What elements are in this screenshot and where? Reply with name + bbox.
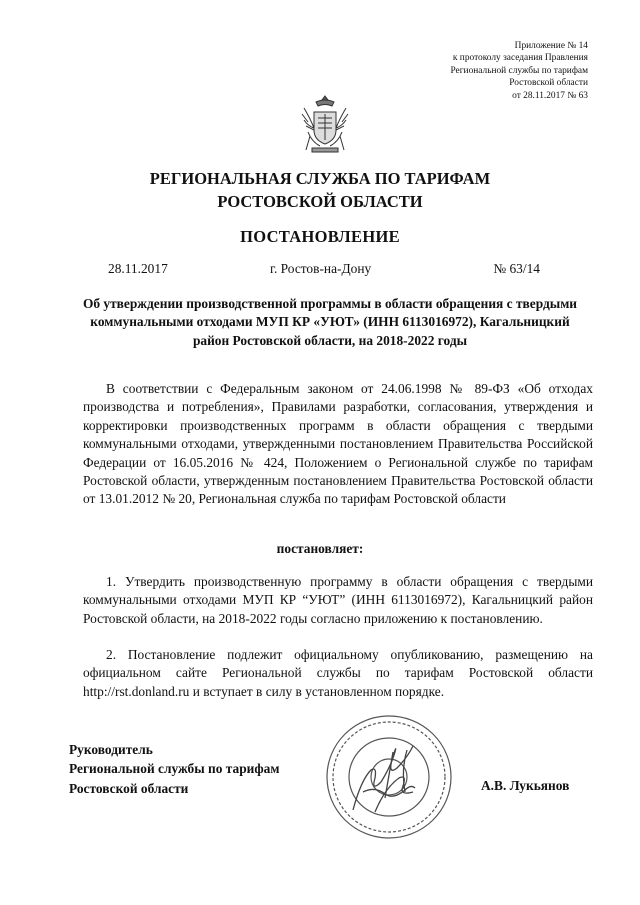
document-type: ПОСТАНОВЛЕНИЕ	[240, 227, 400, 246]
resolution-item-text: 2. Постановление подлежит официальному опубликованию, размещению на официальном сайте Региональной службы по тарифам Ростовской области http://rst.donland.ru и вступает в силу в установленном порядке.	[83, 647, 593, 699]
document-number: № 63/14	[493, 261, 540, 276]
annex-line: от 28.11.2017 № 63	[512, 90, 588, 101]
annex-line: Региональной службы по тарифам	[450, 65, 588, 76]
coat-of-arms-icon	[298, 92, 352, 156]
document-place: г. Ростов-на-Дону	[270, 261, 372, 276]
annex-line: Приложение № 14	[514, 41, 588, 51]
signer-title-line: Региональной службы по тарифам	[69, 761, 280, 777]
annex-line: к протоколу заседания Правления	[452, 53, 588, 64]
annex-note	[368, 40, 588, 102]
document-date: 28.11.2017	[108, 261, 168, 276]
document-subject: Об утверждении производственной программы в области обращения с твердыми коммунальными отходами МУП КР «УЮТ» (ИНН 6113016972), Кагальницкий район Ростовской области, на 2018-2022 годы	[82, 296, 578, 348]
resolution-item-1	[83, 573, 593, 628]
signer-name: А.В. Лукьянов	[481, 778, 570, 793]
signer-title	[69, 740, 279, 798]
signer-title-line: Ростовской области	[69, 780, 189, 796]
resolution-item-2	[83, 646, 593, 701]
organization-title	[0, 167, 640, 213]
preamble-text: В соответствии с Федеральным законом от 24.06.1998 № 89-ФЗ «Об отходах производства и потребления», Правилами разработки, согласования, утверждения и корректировки производственных программ в области обращения с твердыми коммунальными отходами, утвержденными постановлением Правительства Российской Федерации от 16.05.2016 № 424, Положением о Региональной службе по тарифам Ростовской области, утвержденным постановлением Правительства Ростовской области от 13.01.2012 № 20, Региональная служба по тарифам Ростовской области	[83, 381, 593, 507]
resolves-heading: постановляет:	[276, 541, 364, 556]
organization-line: РОСТОВСКОЙ ОБЛАСТИ	[217, 192, 423, 211]
resolution-item-text: 1. Утвердить производственную программу в области обращения с твердыми коммунальными отходами МУП КР “УЮТ” (ИНН 6113016972), Кагальницкий район Ростовской области, на 2018-2022 годы согласно приложению к постановлению.	[83, 574, 593, 626]
preamble-paragraph	[83, 380, 593, 509]
signer-title-line: Руководитель	[69, 742, 153, 757]
annex-line: Ростовской области	[509, 78, 588, 89]
official-seal-icon	[323, 712, 455, 842]
organization-line: РЕГИОНАЛЬНАЯ СЛУЖБА ПО ТАРИФАМ	[149, 169, 491, 188]
